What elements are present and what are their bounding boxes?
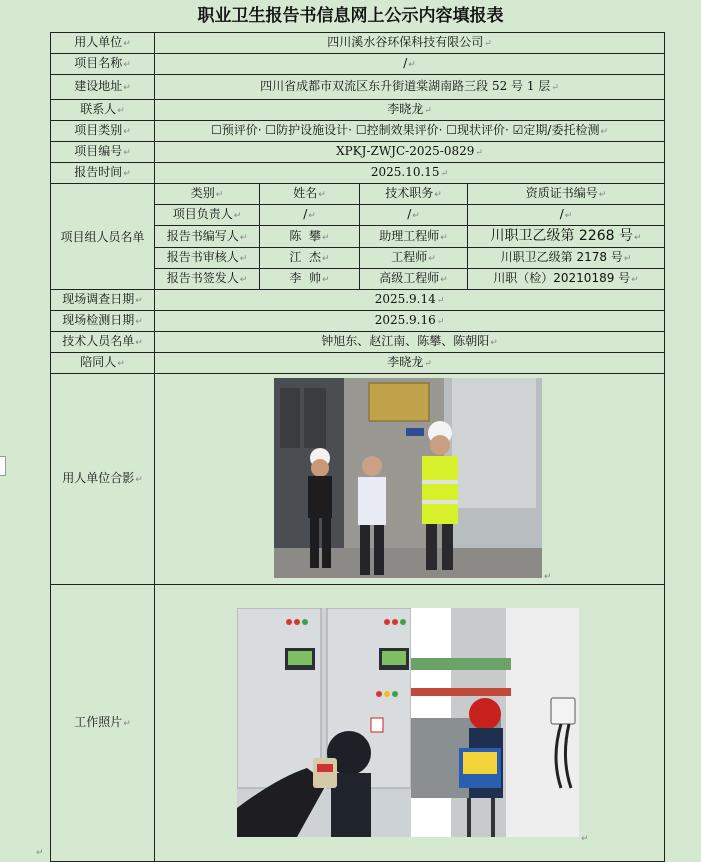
survey-date-value: 2025.9.14↵ — [155, 290, 665, 311]
work-photos-cell: ↵ — [155, 585, 665, 862]
member-name: 陈 攀↵ — [260, 226, 360, 248]
checkbox-control-evaluation[interactable]: ☐ — [355, 123, 367, 137]
category-options: ☐预评价· ☐防护设施设计· ☐控制效果评价· ☐现状评价· ☑定期/委托检测↵ — [155, 121, 665, 142]
members-header-title: 技术职务↵ — [360, 184, 468, 205]
member-name: /↵ — [260, 205, 360, 226]
contact-value: 李晓龙↵ — [155, 100, 665, 121]
project-no-value: XPKJ-ZWJC-2025-0829↵ — [155, 142, 665, 163]
technicians-label: 技术人员名单↵ — [51, 332, 155, 353]
member-title: 高级工程师↵ — [360, 269, 468, 290]
row-contact — [51, 100, 665, 121]
report-date-label: 报告时间↵ — [51, 163, 155, 184]
address-label: 建设地址↵ — [51, 75, 155, 100]
option-status-evaluation: 现状评价 — [457, 123, 506, 137]
members-header-category: 类别↵ — [155, 184, 260, 205]
group-photo — [274, 378, 542, 578]
project-no-label: 项目编号↵ — [51, 142, 155, 163]
option-pre-evaluation: 预评价 — [221, 123, 258, 137]
row-category — [51, 121, 665, 142]
members-header-cert: 资质证书编号↵ — [468, 184, 665, 205]
row-project-no — [51, 142, 665, 163]
checkbox-periodic-testing[interactable]: ☑ — [512, 123, 524, 137]
technicians-value: 钟旭东、赵江南、陈攀、陈朝阳↵ — [155, 332, 665, 353]
members-header-name: 姓名↵ — [260, 184, 360, 205]
companion-value: 李晓龙↵ — [155, 353, 665, 374]
test-date-value: 2025.9.16↵ — [155, 311, 665, 332]
member-name: 江 杰↵ — [260, 248, 360, 269]
category-label: 项目类别↵ — [51, 121, 155, 142]
member-role: 报告书编写人↵ — [155, 226, 260, 248]
row-employer — [51, 33, 665, 54]
option-control-evaluation: 控制效果评价 — [366, 123, 439, 137]
report-date-value: 2025.10.15↵ — [155, 163, 665, 184]
test-date-label: 现场检测日期↵ — [51, 311, 155, 332]
row-work-photos — [51, 585, 665, 862]
row-project-name — [51, 54, 665, 75]
work-photo-sampling — [411, 608, 579, 837]
page-edge-tab — [0, 456, 6, 476]
form-title: 职业卫生报告书信息网上公示内容填报表 — [197, 6, 504, 26]
survey-date-label: 现场调查日期↵ — [51, 290, 155, 311]
member-role: 报告书签发人↵ — [155, 269, 260, 290]
row-report-date — [51, 163, 665, 184]
checkbox-protection-design[interactable]: ☐ — [265, 123, 277, 137]
member-title: 助理工程师↵ — [360, 226, 468, 248]
member-role: 报告书审核人↵ — [155, 248, 260, 269]
project-name-label: 项目名称↵ — [51, 54, 155, 75]
option-protection-design: 防护设施设计 — [276, 123, 349, 137]
member-cert: 川职卫乙级第 2178 号↵ — [468, 248, 665, 269]
row-address — [51, 75, 665, 100]
companion-label: 陪同人↵ — [51, 353, 155, 374]
row-test-date — [51, 311, 665, 332]
member-title: /↵ — [360, 205, 468, 226]
group-photo-label: 用人单位合影↵ — [51, 374, 155, 585]
row-group-photo — [51, 374, 665, 585]
members-label: 项目组人员名单 — [51, 184, 155, 290]
members-header-row — [51, 184, 665, 205]
disclosure-form-table — [50, 32, 665, 862]
employer-label: 用人单位↵ — [51, 33, 155, 54]
row-technicians — [51, 332, 665, 353]
member-cert: 川职（检）20210189 号↵ — [468, 269, 665, 290]
checkbox-pre-evaluation[interactable]: ☐ — [210, 123, 222, 137]
employer-value: 四川溪水谷环保科技有限公司↵ — [155, 33, 665, 54]
group-photo-cell: ↵ — [155, 374, 665, 585]
member-role: 项目负责人↵ — [155, 205, 260, 226]
row-survey-date — [51, 290, 665, 311]
row-companion — [51, 353, 665, 374]
work-photos-label: 工作照片↵ — [51, 585, 155, 862]
address-value: 四川省成都市双流区东升街道棠湖南路三段 52 号 1 层↵ — [155, 75, 665, 100]
work-photo-control-panel — [237, 608, 411, 837]
checkbox-status-evaluation[interactable]: ☐ — [446, 123, 457, 137]
option-periodic-testing: 定期/委托检测 — [523, 123, 600, 137]
member-cert: 川职卫乙级第 2268 号↵ — [468, 226, 665, 248]
project-name-value: /↵ — [155, 54, 665, 75]
member-title: 工程师↵ — [360, 248, 468, 269]
member-name: 李 帅↵ — [260, 269, 360, 290]
member-cert: /↵ — [468, 205, 665, 226]
contact-label: 联系人↵ — [51, 100, 155, 121]
